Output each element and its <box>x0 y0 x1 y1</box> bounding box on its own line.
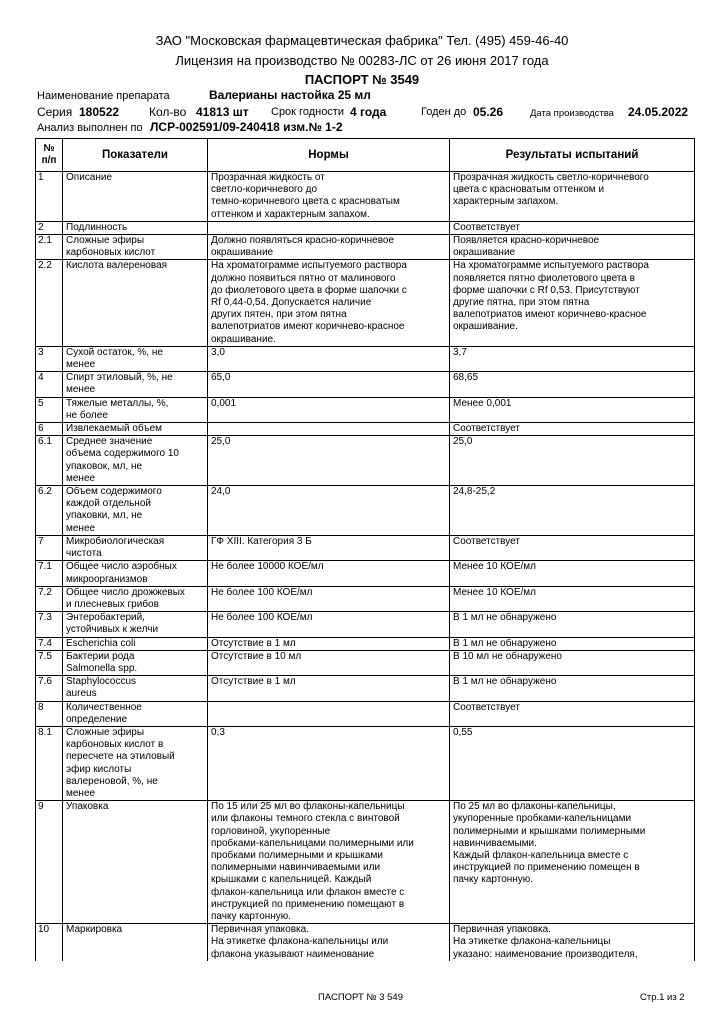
row-norm: Прозрачная жидкость от светло-коричневого до темно-коричневого цвета с красноватым оттенком и характерным запахом. <box>208 172 450 222</box>
table-row <box>36 346 695 371</box>
row-result: Менее 0,001 <box>450 397 695 422</box>
row-result: В 1 мл не обнаружено <box>450 612 695 637</box>
col-norm-header: Нормы <box>208 139 450 172</box>
row-norm: 0,001 <box>208 397 450 422</box>
row-number: 7.6 <box>36 676 63 701</box>
row-result: В 10 мл не обнаружено <box>450 650 695 675</box>
table-row <box>36 676 695 701</box>
series-value: 180522 <box>79 105 120 119</box>
row-norm: 65,0 <box>208 372 450 397</box>
row-number: 5 <box>36 397 63 422</box>
row-result: Соответствует <box>450 423 695 436</box>
row-norm <box>208 423 450 436</box>
row-norm: 3,0 <box>208 346 450 371</box>
quantity-value: 41813 шт <box>196 105 249 119</box>
row-number: 1 <box>36 172 63 222</box>
production-date-label: Дата производства <box>530 108 614 119</box>
row-number: 8.1 <box>36 726 63 800</box>
row-parameter: Маркировка <box>63 924 208 961</box>
row-number: 10 <box>36 924 63 961</box>
shelf-life-value: 4 года <box>350 105 387 119</box>
valid-until-value: 05.26 <box>473 105 504 119</box>
table-row <box>36 637 695 650</box>
license-line: Лицензия на производство № 00283-ЛС от 26 июня 2017 года <box>175 53 549 68</box>
col-parameter-header: Показатели <box>63 139 208 172</box>
row-result: Появляется красно-коричневое окрашивание <box>450 235 695 260</box>
row-parameter: Среднее значение объема содержимого 10 упаковок, мл, не менее <box>63 436 208 486</box>
row-number: 2 <box>36 221 63 234</box>
row-norm: Первичная упаковка. На этикетке флакона-капельницы или флакона указывают наименование <box>208 924 450 961</box>
table-row <box>36 924 695 961</box>
row-result: По 25 мл во флаконы-капельницы, укупоренные пробками-капельницами полимерными и крышками полимерными навинчиваемыми. Каждый флакон-капельница вместе с инструкцией по применению помещен в пачку картонную. <box>450 801 695 924</box>
row-number: 6.1 <box>36 436 63 486</box>
row-norm <box>208 701 450 726</box>
row-result: 68,65 <box>450 372 695 397</box>
table-row <box>36 486 695 536</box>
row-number: 6 <box>36 423 63 436</box>
row-norm <box>208 221 450 234</box>
row-number: 6.2 <box>36 486 63 536</box>
row-parameter: Сложные эфиры карбоновых кислот <box>63 235 208 260</box>
row-parameter: Сухой остаток, %, не менее <box>63 346 208 371</box>
row-norm: Не более 100 КОЕ/мл <box>208 586 450 611</box>
table-row <box>36 726 695 800</box>
row-number: 7.1 <box>36 561 63 586</box>
row-norm: На хроматограмме испытуемого раствора должно появиться пятно от малинового до фиолетового цвета в форме шапочки с Rf 0,44-0,54. Допускается наличие других пятен, при этом пятна валепотриатов имеют коричнево-красное окрашивание. <box>208 260 450 346</box>
row-parameter: Общее число аэробных микроорганизмов <box>63 561 208 586</box>
table-row <box>36 561 695 586</box>
row-norm: Отсутствие в 1 мл <box>208 676 450 701</box>
row-result: Соответствует <box>450 701 695 726</box>
row-number: 7.3 <box>36 612 63 637</box>
table-row <box>36 372 695 397</box>
row-parameter: Сложные эфиры карбоновых кислот в пересчете на этиловый эфир кислоты валереновой, %, не менее <box>63 726 208 800</box>
table-row <box>36 260 695 346</box>
row-parameter: Описание <box>63 172 208 222</box>
row-result: Менее 10 КОЕ/мл <box>450 586 695 611</box>
row-parameter: Общее число дрожжевых и плесневых грибов <box>63 586 208 611</box>
row-norm: 0,3 <box>208 726 450 800</box>
row-parameter: Подлинность <box>63 221 208 234</box>
row-parameter: Упаковка <box>63 801 208 924</box>
row-parameter: Количественное определение <box>63 701 208 726</box>
table-row <box>36 397 695 422</box>
production-date-value: 24.05.2022 <box>628 105 689 119</box>
row-parameter: Escherichia coli <box>63 637 208 650</box>
row-number: 7 <box>36 535 63 560</box>
row-parameter: Извлекаемый объем <box>63 423 208 436</box>
row-norm: По 15 или 25 мл во флаконы-капельницы или флаконы темного стекла с винтовой горловиной, укупоренные пробками-капельницами полимерными или пробками полимерными и крышками полимерными навинчиваемыми или крышками с капельницей. Каждый флакон-капельница или флакон вместе с инструкцией по применению помещают в пачку картонную. <box>208 801 450 924</box>
valid-until-label: Годен до <box>421 106 467 118</box>
row-norm: Отсутствие в 10 мл <box>208 650 450 675</box>
row-result: На хроматограмме испытуемого раствора появляется пятно фиолетового цвета в форме шапочки с Rf 0,53. Присутствуют другие пятна, при этом пятна валепотриатов имеют коричнево-красное окрашивание. <box>450 260 695 346</box>
row-parameter: Кислота валереновая <box>63 260 208 346</box>
row-number: 7.5 <box>36 650 63 675</box>
row-result: 3,7 <box>450 346 695 371</box>
row-parameter: Энтеробактерий, устойчивых к желчи <box>63 612 208 637</box>
row-parameter: Объем содержимого каждой отдельной упаковки, мл, не менее <box>63 486 208 536</box>
row-parameter: Микробиологическая чистота <box>63 535 208 560</box>
row-norm: Отсутствие в 1 мл <box>208 637 450 650</box>
row-parameter: Staphylococcus aureus <box>63 676 208 701</box>
shelf-life-label: Срок годности <box>271 106 344 118</box>
analysis-label: Анализ выполнен по <box>37 122 143 134</box>
row-result: Прозрачная жидкость светло-коричневого цвета с красноватым оттенком и характерным запахом. <box>450 172 695 222</box>
row-number: 7.4 <box>36 637 63 650</box>
row-number: 2.2 <box>36 260 63 346</box>
col-result-header: Результаты испытаний <box>450 139 695 172</box>
table-row <box>36 172 695 222</box>
row-norm: 25,0 <box>208 436 450 486</box>
row-result: 24,8-25,2 <box>450 486 695 536</box>
row-result: Менее 10 КОЕ/мл <box>450 561 695 586</box>
table-row <box>36 586 695 611</box>
product-name-label: Наименование препарата <box>37 90 170 102</box>
quantity-label: Кол-во <box>149 105 187 119</box>
row-result: 25,0 <box>450 436 695 486</box>
row-result: Соответствует <box>450 535 695 560</box>
row-parameter: Тяжелые металлы, %, не более <box>63 397 208 422</box>
row-result: В 1 мл не обнаружено <box>450 637 695 650</box>
row-result: 0,55 <box>450 726 695 800</box>
table-row <box>36 612 695 637</box>
table-row <box>36 535 695 560</box>
row-number: 9 <box>36 801 63 924</box>
table-row <box>36 801 695 924</box>
row-number: 4 <box>36 372 63 397</box>
passport-title: ПАСПОРТ № 3549 <box>304 72 420 87</box>
table-row <box>36 701 695 726</box>
row-norm: Не более 100 КОЕ/мл <box>208 612 450 637</box>
analysis-value: ЛСР-002591/09-240418 изм.№ 1-2 <box>150 120 343 134</box>
table-row <box>36 221 695 234</box>
product-name-value: Валерианы настойка 25 мл <box>209 88 371 102</box>
row-result: Соответствует <box>450 221 695 234</box>
specification-table <box>35 138 695 961</box>
footer-passport-number: ПАСПОРТ № 3 549 <box>318 992 403 1003</box>
company-line: ЗАО "Московская фармацевтическая фабрика" Тел. (495) 459-46-40 <box>155 33 569 48</box>
row-norm: Не более 10000 КОЕ/мл <box>208 561 450 586</box>
row-number: 2.1 <box>36 235 63 260</box>
row-result: В 1 мл не обнаружено <box>450 676 695 701</box>
table-row <box>36 650 695 675</box>
row-norm: ГФ XIII. Категория 3 Б <box>208 535 450 560</box>
row-norm: 24,0 <box>208 486 450 536</box>
table-header-row <box>36 139 695 172</box>
series-label: Серия <box>37 105 73 119</box>
table-row <box>36 423 695 436</box>
table-row <box>36 436 695 486</box>
row-number: 3 <box>36 346 63 371</box>
row-number: 7.2 <box>36 586 63 611</box>
row-norm: Должно появляться красно-коричневое окрашивание <box>208 235 450 260</box>
footer-page-number: Стр.1 из 2 <box>640 992 685 1003</box>
row-parameter: Спирт этиловый, %, не менее <box>63 372 208 397</box>
col-number-header: № п/п <box>36 139 63 172</box>
row-result: Первичная упаковка. На этикетке флакона-капельницы указано: наименование производителя, <box>450 924 695 961</box>
row-number: 8 <box>36 701 63 726</box>
row-parameter: Бактерии рода Salmonella spp. <box>63 650 208 675</box>
table-row <box>36 235 695 260</box>
